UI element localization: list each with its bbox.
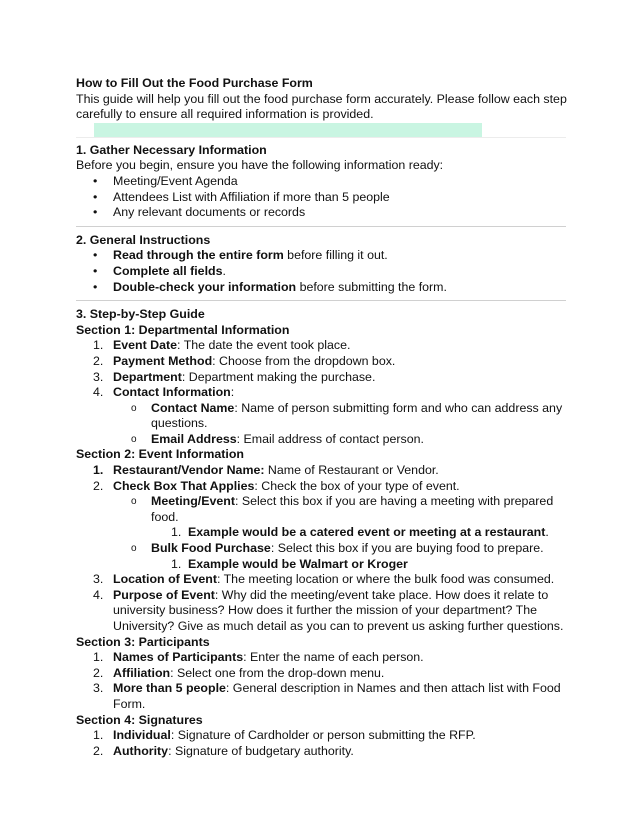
sub-list-item: o Contact Name: Name of person submitting form and who can address any questions. xyxy=(131,400,563,431)
sub-list-item: o Meeting/Event: Select this box if you are having a meeting with prepared food. xyxy=(131,494,554,524)
example-item: 1. Example would be Walmart or Kroger xyxy=(171,556,408,571)
subsection-2-heading: Section 2: Event Information xyxy=(76,447,244,462)
subsection-4-list xyxy=(76,728,576,759)
list-item: 2. Authority: Signature of budgetary authority. xyxy=(93,743,354,758)
section-1-list xyxy=(76,174,576,221)
subsection-2-list xyxy=(76,463,576,635)
list-item: 1. Event Date: The date the event took place. xyxy=(93,338,351,353)
subsection-3-list xyxy=(76,650,576,712)
list-item: 4. Contact Information: xyxy=(93,385,235,400)
list-item: 3. More than 5 people: General description in Names and then attach list with Food Form. xyxy=(93,681,561,711)
list-item: • Read through the entire form before filling it out. xyxy=(76,248,576,264)
list-item: • Any relevant documents or records xyxy=(76,205,576,221)
subsection-4-heading: Section 4: Signatures xyxy=(76,712,203,727)
section-1-heading: 1. Gather Necessary Information xyxy=(76,142,267,157)
list-item: 1. Names of Participants: Enter the name of each person. xyxy=(93,650,424,665)
doc-title: How to Fill Out the Food Purchase Form xyxy=(76,76,313,90)
list-item: 3. Location of Event: The meeting location or where the bulk food was consumed. xyxy=(93,572,555,587)
subsection-3-heading: Section 3: Participants xyxy=(76,634,210,649)
divider xyxy=(76,300,566,301)
list-item: 3. Department: Department making the purchase. xyxy=(93,369,376,384)
sub-list-item: o Email Address: Email address of contact person. xyxy=(131,431,424,446)
list-item: • Complete all fields. xyxy=(76,264,576,280)
list-item: 2. Check Box That Applies: Check the box of your type of event. xyxy=(93,478,460,493)
section-2-heading: 2. General Instructions xyxy=(76,232,211,247)
list-item: 2. Affiliation: Select one from the drop-down menu. xyxy=(93,665,385,680)
divider xyxy=(76,226,566,227)
list-item: 1. Individual: Signature of Cardholder or person submitting the RFP. xyxy=(93,728,476,743)
list-item: 4. Purpose of Event: Why did the meeting/event take place. How does it relate to university business? How does it further the mission of your department? The University? Give as much detail as you can to prevent us asking further questions. xyxy=(93,587,564,633)
subsection-1-list xyxy=(76,338,576,447)
highlight-band xyxy=(94,123,482,137)
subsection-1-heading: Section 1: Departmental Information xyxy=(76,322,290,337)
section-3-heading: 3. Step-by-Step Guide xyxy=(76,307,205,322)
document-page xyxy=(76,76,576,759)
example-item: 1. Example would be a catered event or meeting at a restaurant. xyxy=(171,525,549,540)
list-item: • Meeting/Event Agenda xyxy=(76,174,576,190)
sub-list-item: o Bulk Food Purchase: Select this box if you are buying food to prepare. xyxy=(131,541,544,556)
list-item: 2. Payment Method: Choose from the dropdown box. xyxy=(93,353,396,368)
list-item: • Double-check your information before submitting the form. xyxy=(76,280,576,296)
list-item: • Attendees List with Affiliation if more than 5 people xyxy=(76,190,576,206)
section-1-lead: Before you begin, ensure you have the following information ready: xyxy=(76,158,444,173)
intro-paragraph: This guide will help you fill out the food purchase form accurately. Please follow each step carefully to ensure all required information is provided. xyxy=(76,91,567,122)
list-item: 1. Restaurant/Vendor Name: Name of Restaurant or Vendor. xyxy=(93,463,439,478)
section-2-list xyxy=(76,248,576,295)
divider xyxy=(76,137,566,138)
